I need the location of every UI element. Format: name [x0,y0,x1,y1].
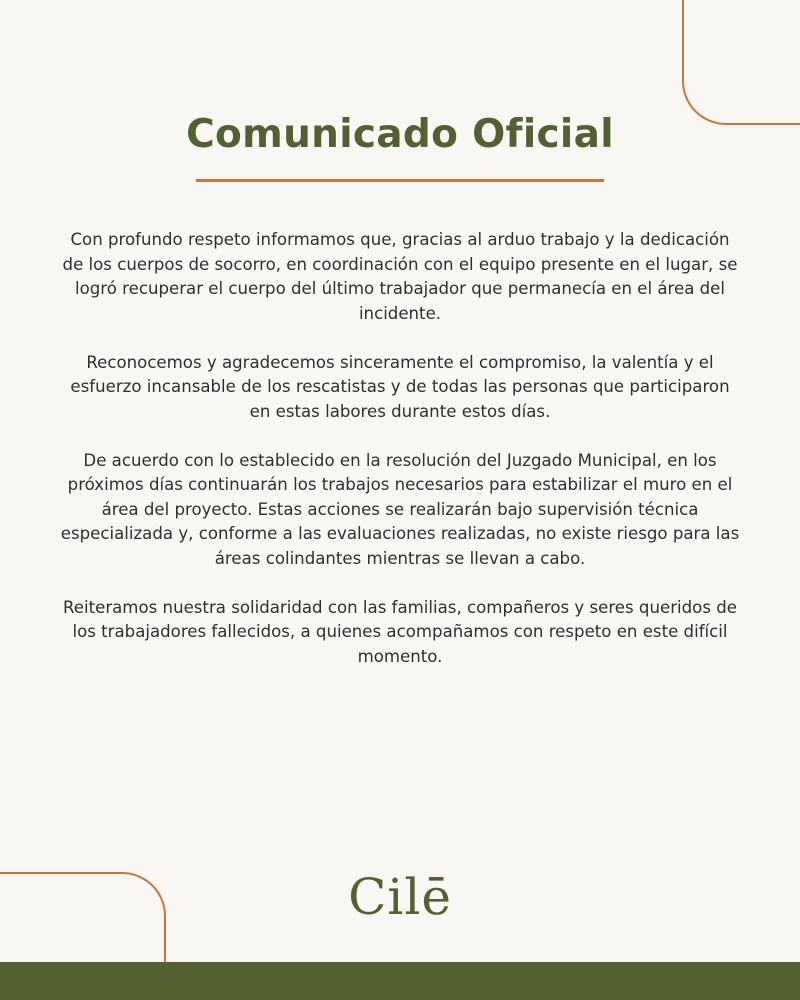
page-title: Comunicado Oficial [186,112,614,157]
paragraph-gratitude: Reconocemos y agradecemos sinceramente el compromiso, la valentía y el esfuerzo incansable de los rescatistas y de todas las personas que participaron en estas labores durante estos días. [70,352,730,421]
brand-logo: Cilē [348,868,452,926]
corner-decoration-top-right [682,0,800,125]
footer-bar [0,962,800,1000]
announcement-body [60,228,740,694]
paragraph-solidarity: Reiteramos nuestra solidaridad con las familias, compañeros y seres queridos de los trabajadores fallecidos, a quienes acompañamos con respeto en este difícil momento. [63,597,737,666]
title-underline [196,179,604,182]
paragraph-next-steps: De acuerdo con lo establecido en la resolución del Juzgado Municipal, en los próximos días continuarán los trabajos necesarios para estabilizar el muro en el área del proyecto. Estas acciones se realizarán bajo supervisión técnica especializada y, conforme a las evaluaciones realizadas, no existe riesgo para las áreas colindantes mientras se llevan a cabo. [60,450,740,568]
paragraph-recovery: Con profundo respeto informamos que, gracias al arduo trabajo y la dedicación de los cuerpos de socorro, en coordinación con el equipo presente en el lugar, se logró recuperar el cuerpo del último trabajador que permanecía en el área del incidente. [62,230,738,323]
